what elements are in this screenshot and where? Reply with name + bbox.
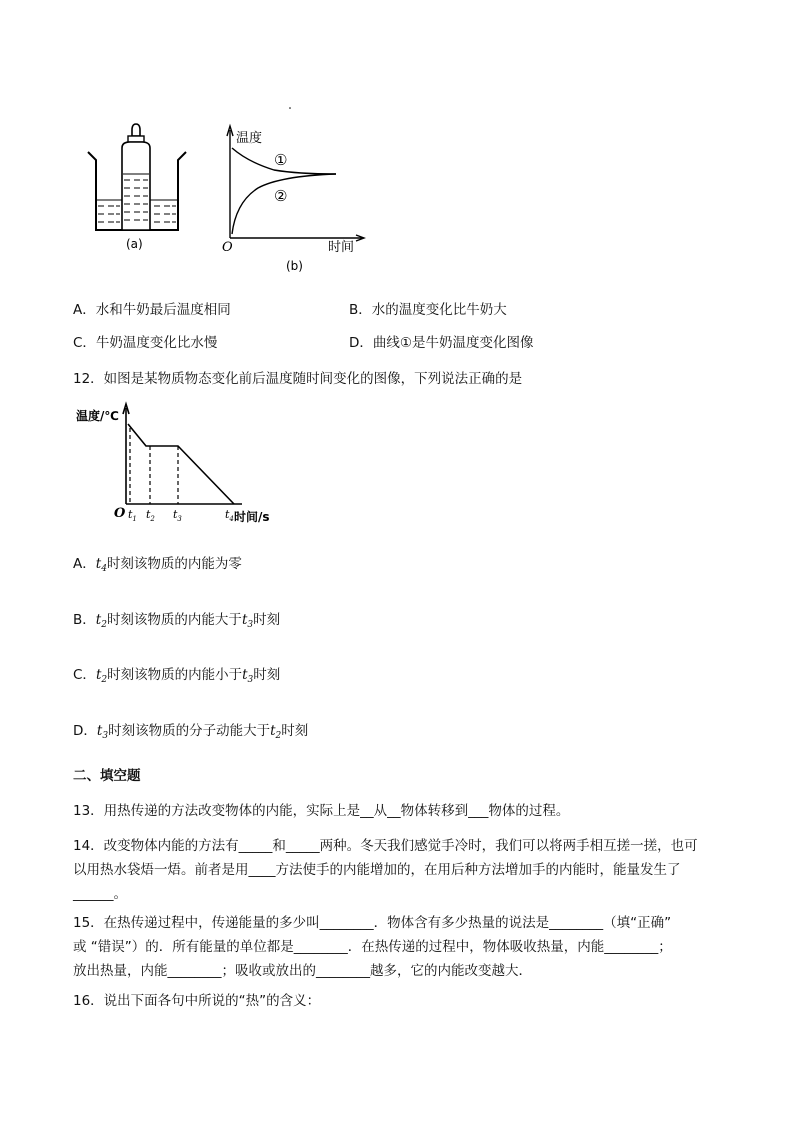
- origin-label: O: [222, 240, 233, 255]
- figure-b-caption: (b): [286, 259, 303, 273]
- q12-tick-t4: $t_4$: [225, 508, 234, 523]
- figure-a: [86, 118, 196, 253]
- q11-option-a: A．水和牛奶最后温度相同: [73, 302, 231, 318]
- q12-curve: [128, 424, 234, 504]
- figure-b: [218, 104, 368, 276]
- axis-y-label: 温度: [236, 131, 263, 146]
- q12-axis-x-label: 时间/s: [234, 510, 270, 524]
- q12-stem: 12．如图是某物质物态变化前后温度随时间变化的图像，下列说法正确的是: [73, 371, 523, 387]
- curve-1-label: ①: [274, 151, 288, 169]
- q15-line-3: 放出热量，内能________；吸收或放出的________越多，它的内能改变越大．: [73, 963, 532, 979]
- q12-option-b: B．$t_2$时刻该物质的内能大于$t_3$时刻: [73, 612, 281, 630]
- q12-option-d: D．$t_3$时刻该物质的分子动能大于$t_2$时刻: [73, 723, 309, 741]
- curve-2-label: ②: [274, 187, 288, 205]
- q12-tick-t2: $t_2$: [146, 508, 155, 523]
- q11-option-c: C．牛奶温度变化比水慢: [73, 335, 218, 351]
- q13-text: 13．用热传递的方法改变物体的内能，实际上是__从__物体转移到___物体的过程。: [73, 803, 570, 819]
- q12-origin: O: [114, 506, 126, 521]
- axis-x-label: 时间: [328, 240, 355, 255]
- q15-line-1: 15．在热传递过程中，传递能量的多少叫________．物体含有多少热量的说法是________（填“正确”: [73, 915, 672, 931]
- q12-tick-t3: $t_3$: [173, 508, 182, 523]
- q12-option-c: C．$t_2$时刻该物质的内能小于$t_3$时刻: [73, 667, 281, 685]
- q12-axis-y-label: 温度/℃: [76, 409, 119, 423]
- section-heading: 二、填空题: [73, 768, 141, 784]
- q14-line-1: 14．改变物体内能的方法有_____和_____两种。冬天我们感觉手冷时，我们可以将两手相互搓一搓，也可: [73, 838, 698, 854]
- q14-line-2: 以用热水袋焐一焐。前者是用____方法使手的内能增加的，在用后种方法增加手的内能时，能量发生了: [73, 862, 681, 878]
- q14-line-3: ______。: [73, 886, 127, 902]
- q15-line-2: 或 “错误”）的．所有能量的单位都是________．在热传递的过程中，物体吸收热量，内能________；: [73, 939, 672, 955]
- q16-text: 16．说出下面各句中所说的“热”的含义：: [73, 993, 321, 1009]
- q11-option-b: B．水的温度变化比牛奶大: [349, 302, 507, 318]
- figure-a-caption: (a): [126, 237, 143, 251]
- q12-figure: [74, 400, 286, 530]
- q12-option-a: A．$t_4$时刻该物质的内能为零: [73, 556, 242, 574]
- q12-tick-t1: $t_1$: [128, 508, 137, 523]
- q11-option-d: D．曲线①是牛奶温度变化图像: [349, 335, 534, 351]
